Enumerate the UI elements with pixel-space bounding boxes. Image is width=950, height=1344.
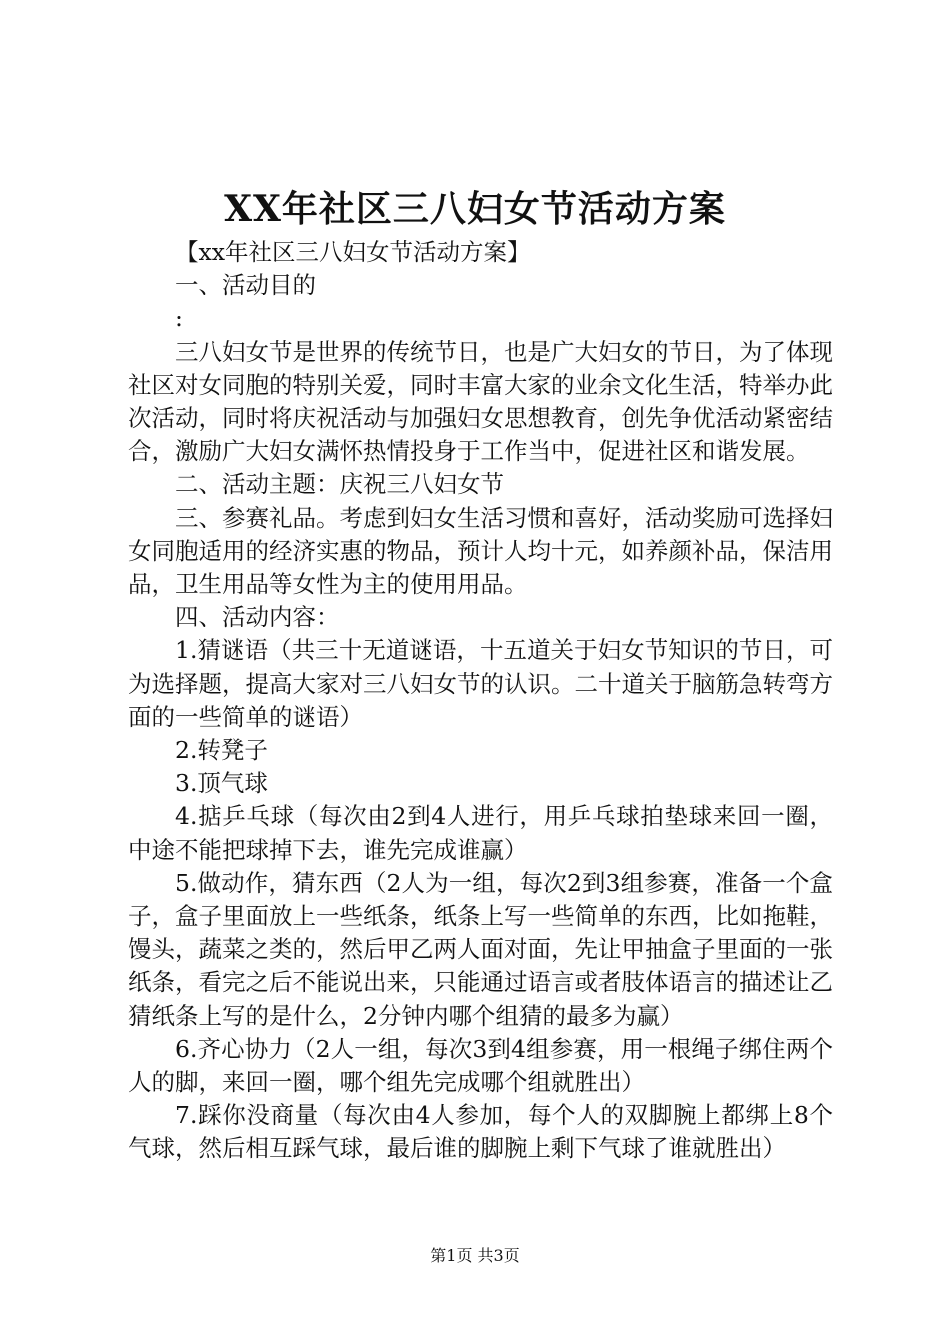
paragraph-item-5: 5.做动作，猜东西（2人为一组，每次2到3组参赛，准备一个盒子，盒子里面放上一些纸条，纸条上写一些简单的东西，比如拖鞋，馒头，蔬菜之类的，然后甲乙两人面对面，先让甲抽盒子里面的一张纸条，看完之后不能说出来，只能通过语言或者肢体语言的描述让乙猜纸条上写的是什么，2分钟内哪个组猜的最多为赢） <box>128 868 833 1030</box>
paragraph-purpose: 三八妇女节是世界的传统节日，也是广大妇女的节日，为了体现社区对女同胞的特别关爱，同时丰富大家的业余文化生活，特举办此次活动，同时将庆祝活动与加强妇女思想教育，创先争优活动紧密结合，激励广大妇女满怀热情投身于工作当中，促进社区和谐发展。 <box>128 337 833 466</box>
paragraph-theme: 二、活动主题：庆祝三八妇女节 <box>175 470 504 499</box>
paragraph-prizes: 三、参赛礼品。考虑到妇女生活习惯和喜好，活动奖励可选择妇女同胞适用的经济实惠的物品，预计人均十元，如养颜补品，保洁用品，卫生用品等女性为主的使用用品。 <box>128 503 833 599</box>
paragraph-item-2: 2.转凳子 <box>175 736 268 765</box>
paragraph-item-4: 4.掂乒乓球（每次由2到4人进行，用乒乓球拍垫球来回一圈，中途不能把球掉下去，谁先完成谁赢） <box>128 802 833 864</box>
paragraph-colon: : <box>175 304 183 333</box>
paragraph-item-1: 1.猜谜语（共三十无道谜语，十五道关于妇女节知识的节日，可为选择题，提高大家对三八妇女节的认识。二十道关于脑筋急转弯方面的一些简单的谜语） <box>128 636 833 731</box>
document-body <box>128 236 833 1166</box>
paragraph-item-6: 6.齐心协力（2人一组，每次3到4组参赛，用一根绳子绑住两个人的脚，来回一圈，哪个组先完成哪个组就胜出） <box>128 1034 833 1097</box>
document-title: XX年社区三八妇女节活动方案 <box>224 188 726 230</box>
paragraph-section-1: 一、活动目的 <box>175 271 316 300</box>
paragraph-content-heading: 四、活动内容： <box>175 603 340 632</box>
paragraph-item-3: 3.顶气球 <box>175 769 268 798</box>
paragraph-heading-tag: 【xx年社区三八妇女节活动方案】 <box>175 238 531 266</box>
page-number-footer: 第1页 共3页 <box>430 1246 520 1265</box>
paragraph-item-7: 7.踩你没商量（每次由4人参加，每个人的双脚腕上都绑上8个气球，然后相互踩气球，最后谁的脚腕上剩下气球了谁就胜出） <box>128 1101 833 1163</box>
